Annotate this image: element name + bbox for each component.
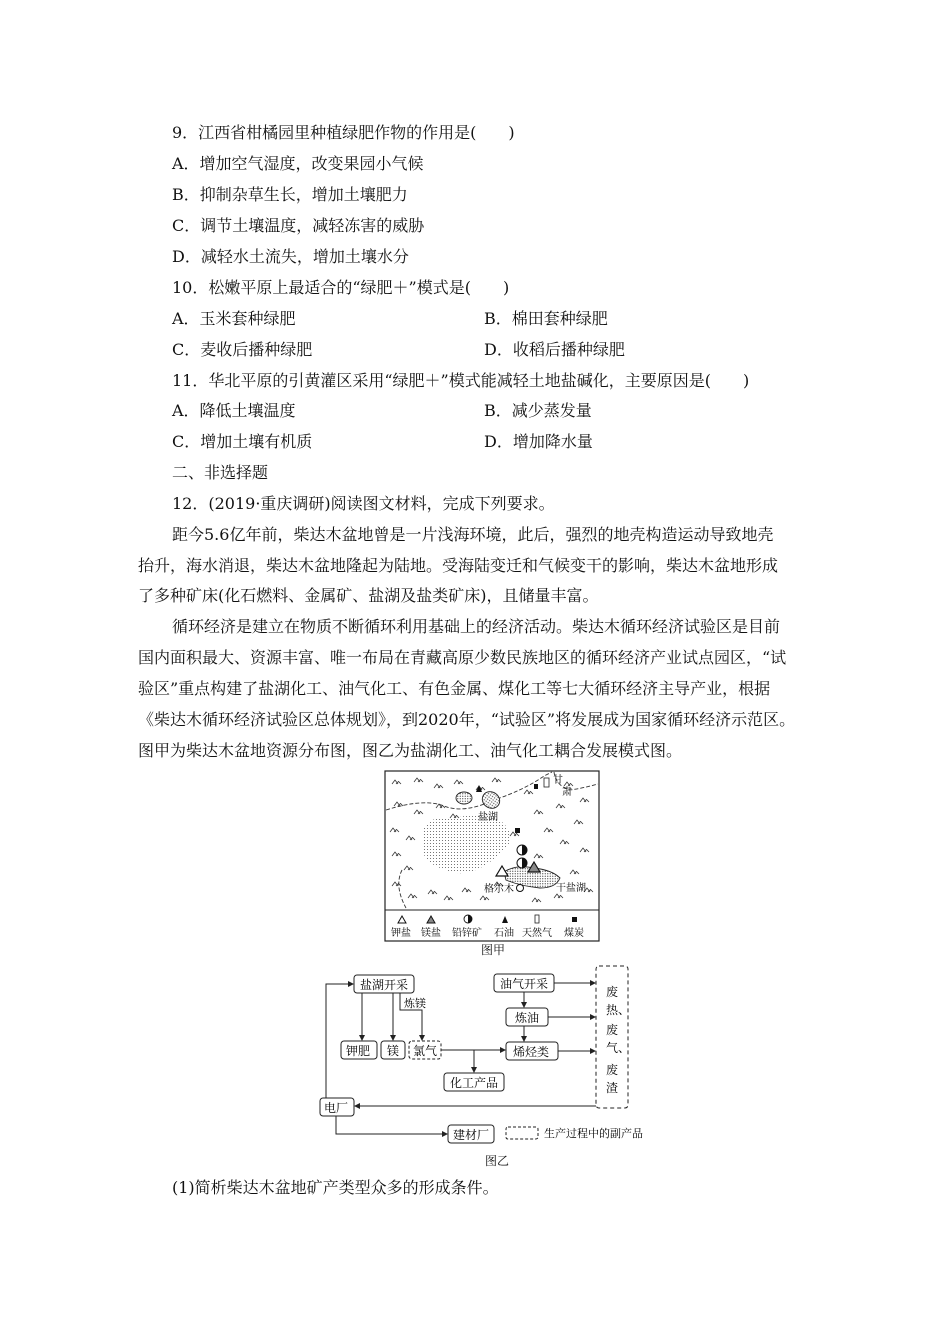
flow-waste-char: 热、 — [606, 1003, 631, 1017]
flow-oil-mining: 油气开采 — [500, 977, 549, 991]
q12-paragraph-line: 国内面积最大、资源丰富、唯一布局在青藏高原少数民族地区的循环经济产业试点园区，“试 — [138, 648, 787, 667]
legend-petroleum: 石油 — [494, 928, 514, 939]
flow-refining: 炼油 — [515, 1011, 540, 1025]
q12-paragraph-line: 循环经济是建立在物质不断循环利用基础上的经济活动。柴达木循环经济试验区是目前 — [172, 617, 781, 636]
flow-olefins: 烯烃类 — [513, 1045, 550, 1059]
coupling-flow-diagram — [310, 960, 680, 1152]
q12-sub1: (1)简析柴达木盆地矿产类型众多的形成条件。 — [172, 1178, 499, 1197]
flow-waste-char: 废 — [606, 1063, 619, 1077]
map-label-golmud: 格尔木 — [484, 884, 514, 895]
legend-potash: 钾盐 — [391, 928, 411, 939]
flow-magnesium: 镁 — [387, 1044, 400, 1058]
map-label-salt-lake: 盐湖 — [478, 812, 498, 823]
q12-paragraph-line: 距今5.6亿年前，柴达木盆地曾是一片浅海环境，此后，强烈的地壳构造运动导致地壳 — [172, 525, 774, 544]
q9-option-a: A．增加空气湿度，改变果园小气候 — [172, 154, 424, 173]
flow-chlorine: 氯气 — [413, 1044, 438, 1058]
q12-paragraph-line: 《柴达木循环经济试验区总体规划》，到2020年，“试验区”将发展成为国家循环经济示范区。 — [138, 710, 796, 729]
flow-waste-char: 废 — [606, 985, 619, 999]
q10-stem: 10．松嫩平原上最适合的“绿肥＋”模式是( ) — [172, 278, 510, 297]
q11-stem: 11．华北平原的引黄灌区采用“绿肥＋”模式能减轻土地盐碱化，主要原因是( ) — [172, 371, 750, 390]
flow-building-plant: 建材厂 — [453, 1128, 490, 1142]
natural-gas-symbol — [544, 778, 549, 787]
flow-caption: 图乙 — [485, 1154, 510, 1168]
q9-option-d: D．减轻水土流失，增加土壤水分 — [172, 247, 409, 266]
map-label-gansu-2: 肃 — [562, 787, 572, 798]
q9-option-b: B．抑制杂草生长，增加土壤肥力 — [172, 185, 408, 204]
q11-option-c: C．增加土壤有机质 — [172, 432, 313, 451]
flow-waste-labels — [606, 985, 630, 1095]
legend-magnesium: 镁盐 — [421, 928, 441, 939]
flow-waste-char: 渣 — [606, 1081, 619, 1095]
map-caption: 图甲 — [481, 943, 506, 957]
lead-zinc-symbol — [517, 858, 527, 868]
q11-option-d: D．增加降水量 — [484, 432, 593, 451]
q10-option-a: A．玉米套种绿肥 — [172, 309, 296, 328]
legend-lead-zinc: 铅锌矿 — [452, 928, 482, 939]
q11-option-b: B．减少蒸发量 — [484, 401, 592, 420]
resource-map — [384, 770, 600, 942]
q12-stem: 12．(2019·重庆调研)阅读图文材料，完成下列要求。 — [172, 494, 555, 513]
flow-waste-char: 气、 — [606, 1041, 631, 1055]
salt-lake-shape — [456, 792, 472, 804]
coal-symbol — [515, 828, 520, 833]
q9-stem: 9．江西省柑橘园里种植绿肥作物的作用是( ) — [172, 123, 515, 142]
q12-paragraph-line: 验区”重点构建了盐湖化工、油气化工、有色金属、煤化工等七大循环经济主导产业，根据 — [138, 679, 771, 698]
q10-option-b: B．棉田套种绿肥 — [484, 309, 608, 328]
lead-zinc-symbol — [517, 845, 527, 855]
section-heading: 二、非选择题 — [172, 463, 269, 482]
golmud-marker — [517, 885, 524, 892]
q12-paragraph-line: 了多种矿床(化石燃料、金属矿、盐湖及盐类矿床)，且储量丰富。 — [138, 586, 599, 605]
q10-option-c: C．麦收后播种绿肥 — [172, 340, 313, 359]
q12-paragraph-line: 图甲为柴达木盆地资源分布图，图乙为盐湖化工、油气化工耦合发展模式图。 — [138, 741, 683, 760]
flow-power-plant: 电厂 — [324, 1101, 349, 1115]
flow-waste-char: 废 — [606, 1023, 619, 1037]
flow-mg-refine: 炼镁 — [404, 997, 426, 1010]
coal-symbol — [534, 784, 538, 789]
flow-legend-byproduct: 生产过程中的副产品 — [544, 1127, 643, 1140]
flow-salt-mining: 盐湖开采 — [360, 978, 409, 992]
legend-natural-gas: 天然气 — [522, 928, 552, 939]
legend-coal: 煤炭 — [564, 928, 584, 939]
flow-potash: 钾肥 — [346, 1044, 371, 1058]
q12-paragraph-line: 抬升，海水消退，柴达木盆地隆起为陆地。受海陆变迁和气候变干的影响，柴达木盆地形成 — [138, 556, 779, 575]
q10-option-d: D．收稻后播种绿肥 — [484, 340, 625, 359]
q11-option-a: A．降低土壤温度 — [172, 401, 296, 420]
q9-option-c: C．调节土壤温度，减轻冻害的威胁 — [172, 216, 425, 235]
map-label-dry-lake: 干盐湖 — [556, 883, 586, 894]
flow-chem-products: 化工产品 — [450, 1076, 499, 1090]
map-label-gansu-1: 甘 — [553, 775, 563, 786]
